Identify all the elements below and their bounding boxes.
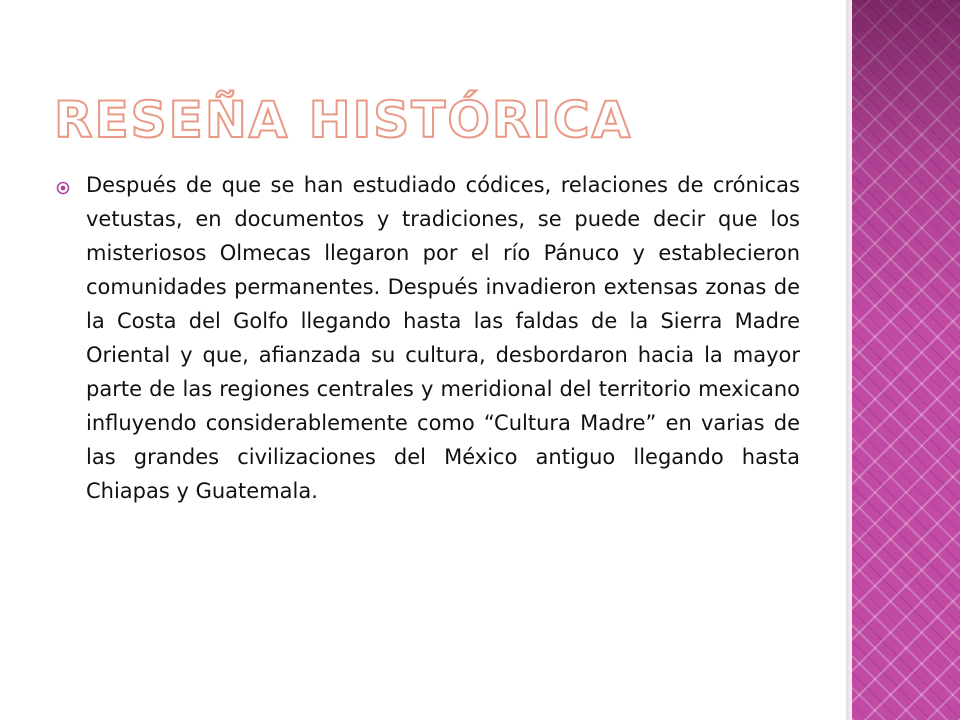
decorative-side-panel: [852, 0, 960, 720]
slide-content: [56, 168, 800, 508]
slide-title: RESEÑA HISTÓRICA: [54, 91, 633, 149]
bullet-text: Después de que se han estudiado códices, relaciones de crónicas vetustas, en documentos y tradiciones, se puede decir que los misteriosos Olmecas llegaron por el río Pánuco y establecieron comunidades permanentes. Después invadieron extensas zonas de la Costa del Golfo llegando hasta las faldas de la Sierra Madre Oriental y que, afianzada su cultura, desbordaron hacia la mayor parte de las regiones centrales y meridional del territorio mexicano influyendo considerablemente como “Cultura Madre” en varias de las grandes civilizaciones del México antiguo llegando hasta Chiapas y Guatemala.: [86, 173, 800, 503]
target-bullet-icon: [56, 168, 86, 199]
bullet-item: [56, 168, 800, 508]
